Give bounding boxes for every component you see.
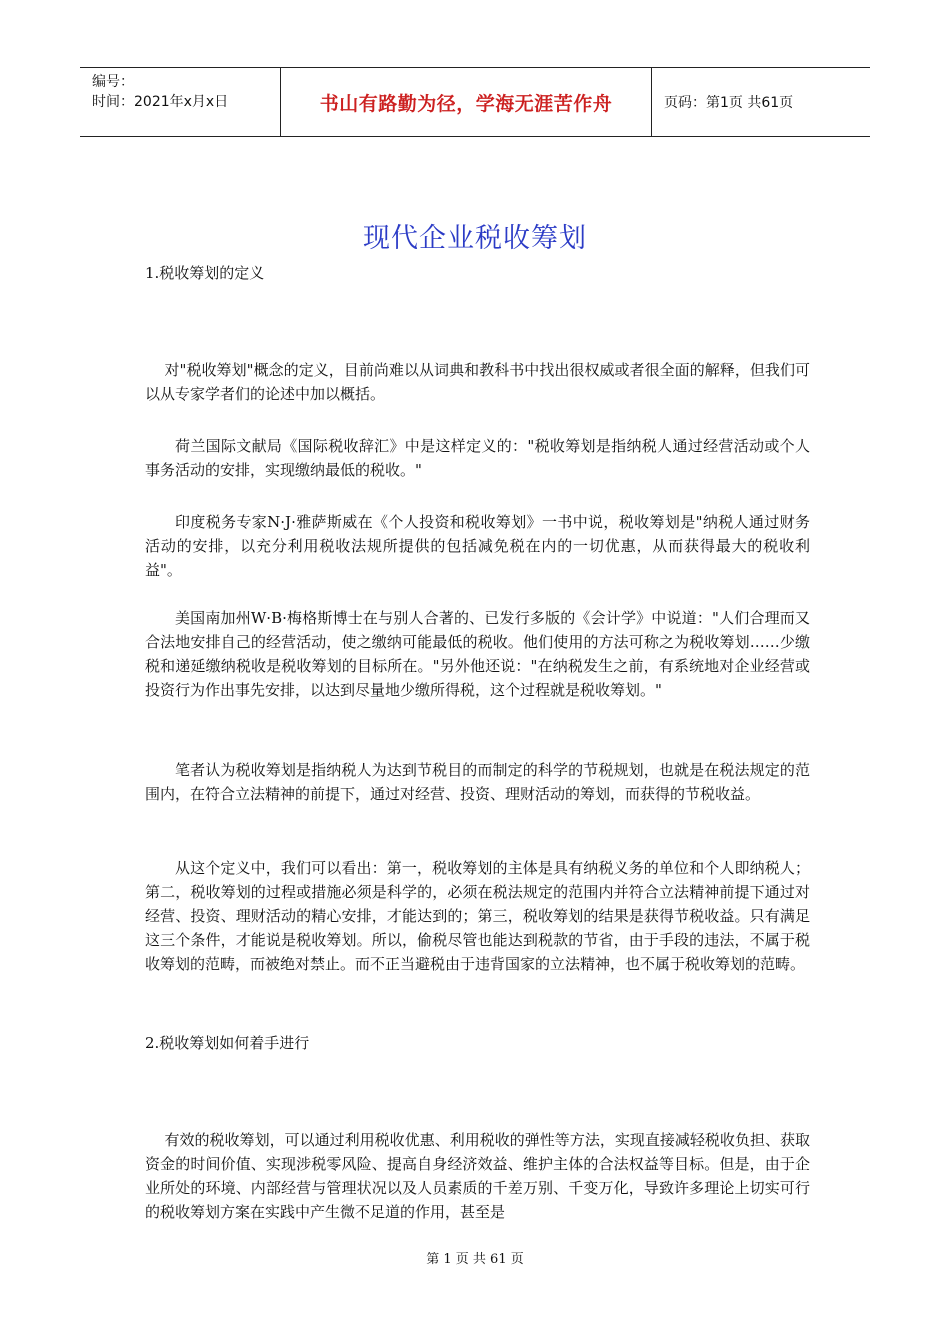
document-number-label: 编号： [92,74,134,90]
page-footer: 第 1 页 共 61 页 [426,1252,524,1267]
header-meta-cell [80,68,281,136]
paragraph-1: 对"税收筹划"概念的定义，目前尚难以从词典和教科书中找出很权威或者很全面的解释，但我们可以从专家学者们的论述中加以概括。 [145,361,810,403]
paragraph-5: 笔者认为税收筹划是指纳税人为达到节税目的而制定的科学的节税规划，也就是在税法规定的范围内，在符合立法精神的前提下，通过对经营、投资、理财活动的筹划，而获得的节税收益。 [145,761,810,803]
paragraph-7: 有效的税收筹划，可以通过利用税收优惠、利用税收的弹性等方法，实现直接减轻税收负担、获取资金的时间价值、实现涉税零风险、提高自身经济效益、维护主体的合法权益等目标。但是，由于企业所处的环境、内部经营与管理状况以及人员素质的千差万别、千变万化，导致许多理论上切实可行的税收筹划方案在实践中产生微不足道的作用，甚至是 [145,1131,810,1221]
header-table [80,67,870,137]
paragraph-2: 荷兰国际文献局《国际税收辞汇》中是这样定义的："税收筹划是指纳税人通过经营活动或个人事务活动的安排，实现缴纳最低的税收。" [145,437,810,479]
paragraph-3: 印度税务专家N·J·雅萨斯威在《个人投资和税收筹划》一书中说，税收筹划是"纳税人通过财务活动的安排，以充分利用税收法规所提供的包括减免税在内的一切优惠，从而获得最大的税收利益"。 [145,513,810,579]
paragraph-4: 美国南加州W·B·梅格斯博士在与别人合著的、已发行多版的《会计学》中说道："人们合理而又合法地安排自己的经营活动，使之缴纳可能最低的税收。他们使用的方法可称之为税收筹划……少缴税和递延缴纳税收是税收筹划的目标所在。"另外他还说："在纳税发生之前，有系统地对企业经营或投资行为作出事先安排，以达到尽量地少缴所得税，这个过程就是税收筹划。" [145,609,810,699]
header-page-info: 页码：第1页 共61页 [664,95,794,111]
section-heading-2: 2.税收筹划如何着手进行 [145,1034,310,1052]
header-motto: 书山有路勤为径，学海无涯苦作舟 [281,68,652,136]
section-heading-1: 1.税收筹划的定义 [145,264,265,282]
document-title: 现代企业税收筹划 [363,223,587,254]
paragraph-6: 从这个定义中，我们可以看出：第一，税收筹划的主体是具有纳税义务的单位和个人即纳税人；第二，税收筹划的过程或措施必须是科学的，必须在税法规定的范围内并符合立法精神前提下通过对经营、投资、理财活动的精心安排，才能达到的；第三，税收筹划的结果是获得节税收益。只有满足这三个条件，才能说是税收筹划。所以，偷税尽管也能达到税款的节省，由于手段的违法，不属于税收筹划的范畴，而被绝对禁止。而不正当避税由于违背国家的立法精神，也不属于税收筹划的范畴。 [145,859,810,973]
document-date-label: 时间：2021年x月x日 [92,94,229,110]
